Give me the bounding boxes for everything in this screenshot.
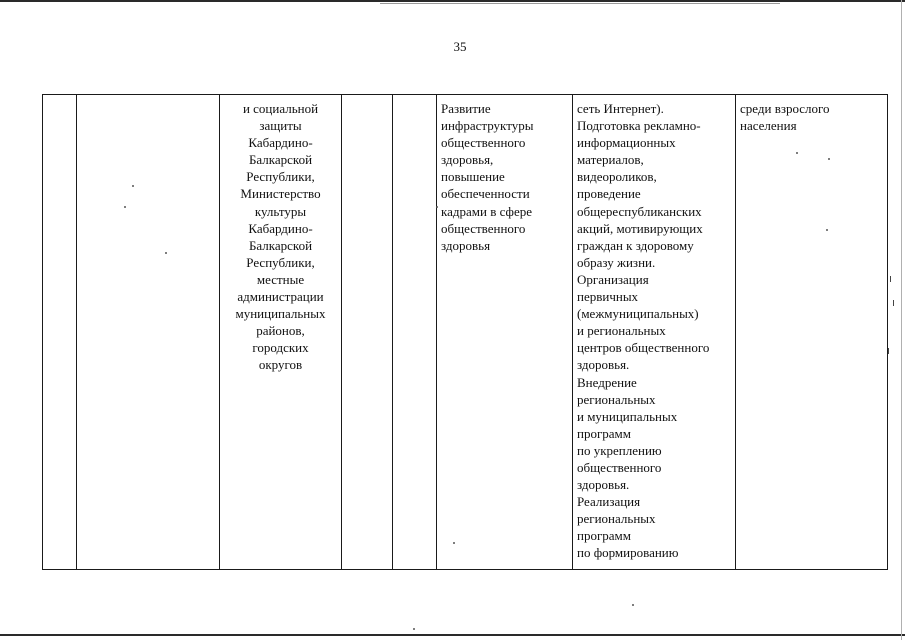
- cell-text-line: здоровья: [441, 237, 491, 253]
- scan-mark: [893, 300, 894, 306]
- scan-edge-bottom: [0, 634, 905, 636]
- cell-text-line: Реализация: [577, 494, 641, 510]
- cell-text-line: сеть Интернет).: [577, 101, 664, 116]
- cell-text-line: Кабардино-: [248, 135, 313, 151]
- cell-lines: [740, 100, 887, 134]
- table-column-measures: [573, 95, 736, 569]
- table-column-direction: [437, 95, 573, 569]
- cell-text-line: кадрами в сфере: [441, 203, 532, 219]
- cell-text-line: Балкарской: [248, 237, 313, 253]
- cell-text-line: здоровья.: [577, 357, 630, 373]
- cell-text-line: городских: [252, 340, 309, 356]
- scan-edge-top: [0, 0, 905, 2]
- cell-text-line: здоровья.: [577, 477, 630, 493]
- scan-speck: [796, 152, 798, 154]
- cell-text-line: и региональных: [577, 323, 666, 339]
- cell-text-line: региональных: [577, 391, 656, 407]
- cell-text-line: среди взрослого: [740, 101, 830, 116]
- cell-lines: [441, 100, 572, 254]
- scan-speck: [165, 252, 167, 254]
- cell-text-line: и муниципальных: [577, 408, 678, 424]
- cell-text-line: населения: [740, 118, 797, 134]
- page-number: 35: [453, 39, 467, 54]
- cell-text-line: по формированию: [577, 545, 679, 561]
- table-column-1: [43, 95, 77, 569]
- cell-text-line: районов,: [256, 323, 305, 339]
- cell-text-line: округов: [258, 357, 303, 373]
- scan-speck: [826, 229, 828, 231]
- cell-text-line: Внедрение: [577, 374, 637, 390]
- scan-speck: [413, 628, 415, 630]
- scan-edge-top-thin: [380, 3, 780, 4]
- cell-lines: [220, 100, 341, 374]
- cell-text-line: местные: [256, 271, 305, 287]
- cell-text-line: первичных: [577, 289, 639, 305]
- cell-text-line: проведение: [577, 186, 641, 202]
- cell-text-line: акций, мотивирующих: [577, 220, 703, 236]
- cell-text-line: муниципальных: [235, 306, 326, 322]
- cell-text-line: Развитие: [441, 101, 491, 116]
- cell-text-line: общественного: [577, 459, 662, 475]
- scan-speck: [124, 206, 126, 208]
- scan-speck: [828, 158, 830, 160]
- cell-text-line: по укреплению: [577, 442, 662, 458]
- cell-text-line: информационных: [577, 135, 676, 151]
- cell-text-line: Министерство: [240, 186, 321, 202]
- cell-text-line: культуры: [254, 203, 307, 219]
- cell-text-line: общереспубликанских: [577, 203, 702, 219]
- cell-text-line: граждан к здоровому: [577, 237, 694, 253]
- cell-text-line: Организация: [577, 271, 649, 287]
- cell-text-line: образу жизни.: [577, 254, 656, 270]
- scan-speck: [132, 185, 134, 187]
- cell-text-line: (межмуниципальных): [577, 306, 699, 322]
- cell-text-line: и социальной: [242, 101, 319, 116]
- scan-speck: [632, 604, 634, 606]
- cell-text-line: Балкарской: [248, 152, 313, 168]
- cell-text-line: защиты: [259, 118, 302, 134]
- cell-text-line: общественного: [441, 135, 526, 151]
- cell-text-line: центров общественного: [577, 340, 710, 356]
- cell-text-line: Кабардино-: [248, 220, 313, 236]
- cell-text-line: программ: [577, 425, 632, 441]
- cell-text-line: инфраструктуры: [441, 118, 534, 134]
- cell-text-line: материалов,: [577, 152, 644, 168]
- cell-lines: [577, 100, 735, 562]
- table-column-4: [342, 95, 393, 569]
- scan-speck: [453, 542, 455, 544]
- cell-text-line: Подготовка рекламно-: [577, 118, 701, 134]
- document-table: [42, 94, 888, 570]
- cell-text-line: администрации: [237, 289, 324, 305]
- cell-text-line: программ: [577, 528, 632, 544]
- cell-text-line: повышение: [441, 169, 505, 185]
- scan-edge-right: [901, 0, 902, 640]
- cell-text-line: Республики,: [246, 169, 315, 185]
- table-column-target: [736, 95, 887, 569]
- scan-speck: [436, 206, 438, 208]
- cell-text-line: Республики,: [246, 254, 315, 270]
- table-column-responsible: [220, 95, 342, 569]
- table-column-5: [393, 95, 437, 569]
- scan-mark: [888, 348, 889, 354]
- table-column-2: [77, 95, 220, 569]
- cell-text-line: региональных: [577, 511, 656, 527]
- cell-text-line: общественного: [441, 220, 526, 236]
- cell-text-line: здоровья,: [441, 152, 494, 168]
- cell-text-line: обеспеченности: [441, 186, 530, 202]
- scan-mark: [890, 276, 891, 282]
- cell-text-line: видеороликов,: [577, 169, 657, 185]
